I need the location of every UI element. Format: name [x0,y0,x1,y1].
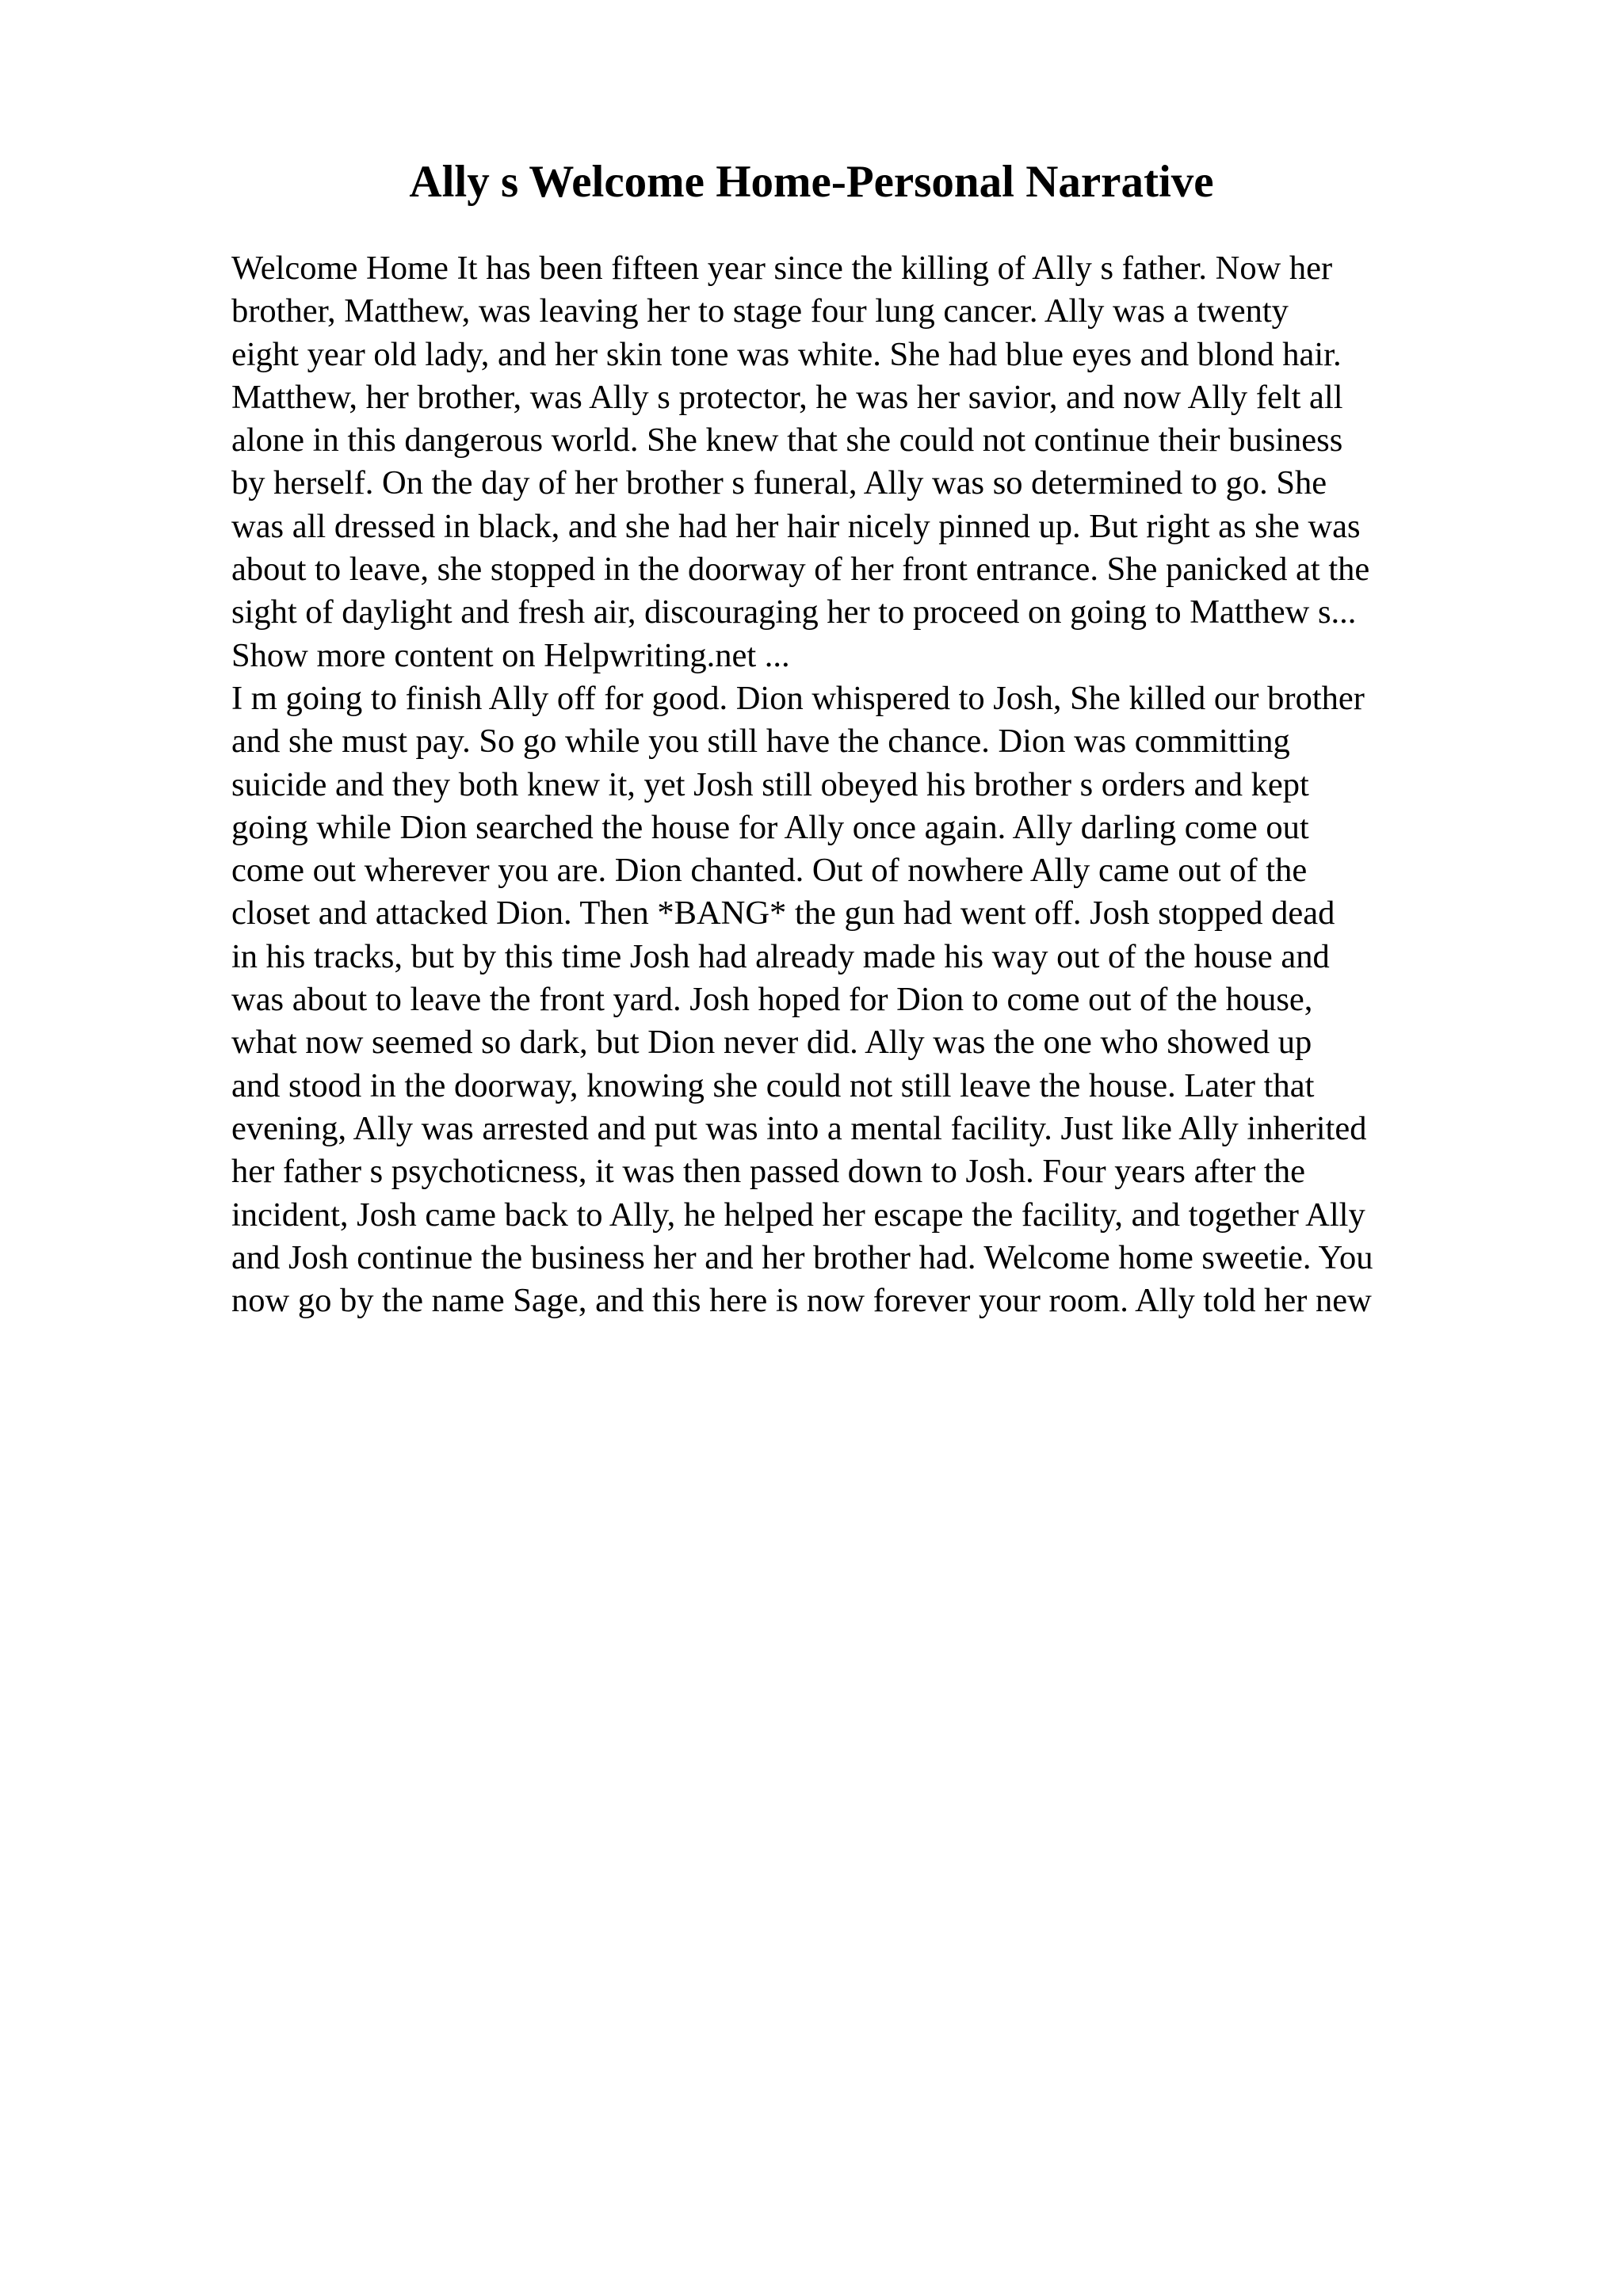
body-line: about to leave, she stopped in the doorway of her front entrance. She panicked at the [231,551,1370,589]
body-line: suicide and they both knew it, yet Josh still obeyed his brother s orders and kept [231,765,1309,803]
body-line: eight year old lady, and her skin tone was white. She had blue eyes and blond hair. [231,335,1342,373]
body-line: Matthew, her brother, was Ally s protector, he was her savior, and now Ally felt all [231,378,1343,416]
body-line: Welcome Home It has been fifteen year since the killing of Ally s father. Now her [231,250,1333,287]
body-line: her father s psychoticness, it was then passed down to Josh. Four years after the [231,1153,1305,1191]
document-body [231,247,1515,1322]
body-line: brother, Matthew, was leaving her to stage four lung cancer. Ally was a twenty [231,292,1289,330]
body-line: now go by the name Sage, and this here is now forever your room. Ally told her new [231,1282,1372,1320]
body-line: I m going to finish Ally off for good. Dion whispered to Josh, She killed our brother [231,679,1365,717]
body-line: and stood in the doorway, knowing she could not still leave the house. Later that [231,1066,1315,1104]
body-line: by herself. On the day of her brother s funeral, Ally was so determined to go. She [231,464,1327,502]
body-line: incident, Josh came back to Ally, he helped her escape the facility, and together Ally [231,1196,1365,1234]
body-line: what now seemed so dark, but Dion never did. Ally was the one who showed up [231,1024,1312,1062]
body-line: and she must pay. So go while you still have the chance. Dion was committing [231,723,1290,761]
document-title: Ally s Welcome Home-Personal Narrative [409,157,1214,207]
body-line: going while Dion searched the house for Ally once again. Ally darling come out [231,808,1309,846]
body-line: and Josh continue the business her and her brother had. Welcome home sweetie. You [231,1238,1373,1276]
show-more-link[interactable]: Show more content on Helpwriting.net ... [231,636,790,674]
body-line: in his tracks, but by this time Josh had already made his way out of the house and [231,937,1330,975]
body-line: come out wherever you are. Dion chanted. Out of nowhere Ally came out of the [231,852,1308,890]
body-line: was all dressed in black, and she had her hair nicely pinned up. But right as she was [231,507,1361,545]
body-line: alone in this dangerous world. She knew that she could not continue their business [231,421,1343,460]
body-line: evening, Ally was arrested and put was into a mental facility. Just like Ally inherited [231,1109,1367,1147]
body-line: closet and attacked Dion. Then *BANG* the gun had went off. Josh stopped dead [231,894,1335,933]
body-line: was about to leave the front yard. Josh hoped for Dion to come out of the house, [231,981,1313,1019]
body-line: sight of daylight and fresh air, discouraging her to proceed on going to Matthew s... [231,593,1357,631]
